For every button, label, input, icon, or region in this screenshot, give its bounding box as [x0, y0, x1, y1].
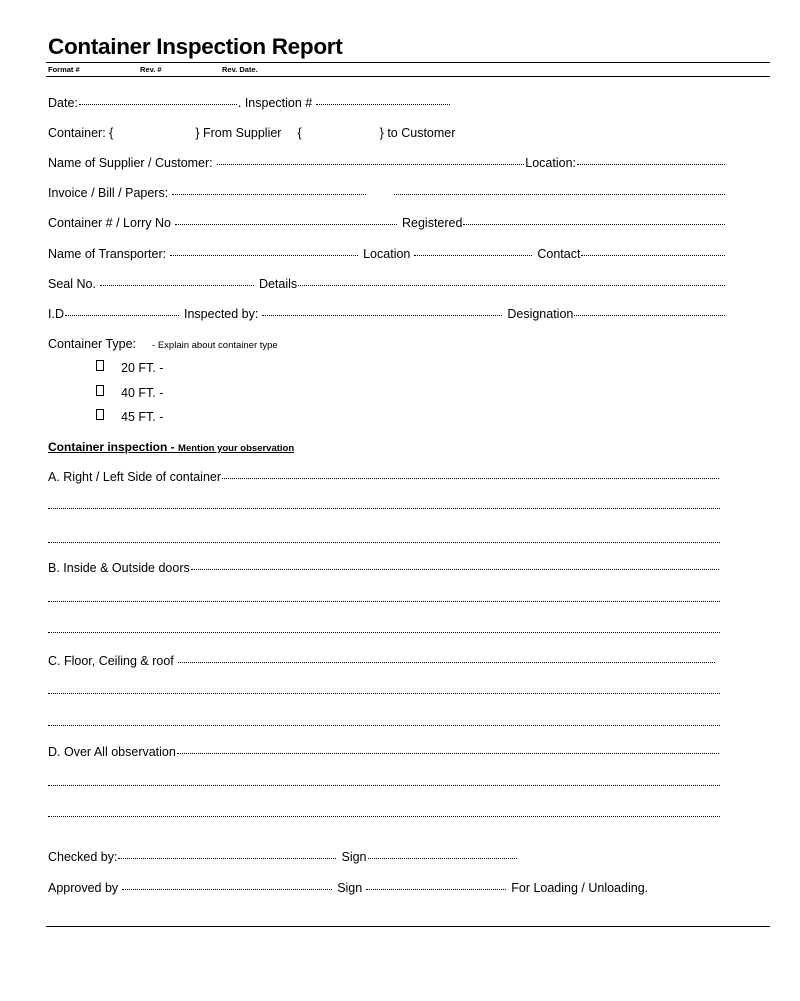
checked-by-label: Checked by: — [48, 850, 118, 864]
section-c-line-2[interactable] — [48, 725, 720, 726]
contact-label: Contact — [537, 247, 581, 261]
invoice-row — [48, 186, 726, 200]
inspected-by-label: Inspected by: — [183, 307, 259, 321]
size-20ft-checkbox[interactable] — [96, 360, 104, 371]
page-title: Container Inspection Report — [48, 34, 343, 59]
section-a-row — [48, 470, 720, 484]
section-d-field[interactable] — [177, 753, 719, 754]
section-d-row — [48, 745, 720, 759]
loading-label: For Loading / Unloading. — [511, 881, 649, 895]
section-a-label: A. Right / Left Side of container — [48, 470, 222, 484]
container-no-label: Container # / Lorry No — [48, 216, 171, 230]
sign2-label: Sign — [337, 881, 363, 895]
container-no-field[interactable] — [175, 224, 397, 225]
transporter-location-label: Location — [363, 247, 411, 261]
section-c-row — [48, 654, 716, 668]
transporter-row — [48, 247, 726, 261]
seal-label: Seal No. — [48, 277, 96, 291]
location-label: Location: — [525, 156, 576, 170]
supplier-label: Name of Supplier / Customer: — [48, 156, 213, 170]
invoice-field-2[interactable] — [394, 194, 725, 195]
size-20ft-label: 20 FT. - — [121, 361, 164, 375]
id-label: I.D — [48, 307, 64, 321]
section-b-line-2[interactable] — [48, 632, 720, 633]
section-a-line-1[interactable] — [48, 508, 720, 509]
details-label: Details — [258, 277, 298, 291]
from-supplier-label: } From Supplier — [195, 126, 282, 140]
container-type-label: Container Type: — [48, 337, 137, 351]
section-d-line-2[interactable] — [48, 816, 720, 817]
checked-by-row — [48, 850, 518, 864]
container-type-note: - Explain about container type — [152, 340, 278, 351]
seal-field[interactable] — [100, 285, 254, 286]
transporter-location-field[interactable] — [414, 255, 532, 256]
inspection-heading-note: Mention your observation — [178, 443, 295, 454]
date-row — [48, 96, 726, 110]
inspected-by-field[interactable] — [262, 315, 502, 316]
format-label: Format # — [48, 65, 80, 74]
details-field[interactable] — [298, 285, 725, 286]
footer-rule — [46, 926, 770, 927]
sign2-field[interactable] — [366, 889, 506, 890]
section-b-line-1[interactable] — [48, 601, 720, 602]
section-b-label: B. Inside & Outside doors — [48, 561, 190, 575]
checked-by-field[interactable] — [118, 858, 336, 859]
inspection-heading-text: Container inspection - — [48, 440, 175, 454]
date-label: Date: — [48, 96, 78, 110]
section-a-field[interactable] — [222, 478, 719, 479]
section-d-line-1[interactable] — [48, 785, 720, 786]
supplier-row — [48, 156, 726, 170]
invoice-field[interactable] — [172, 194, 366, 195]
container-type-row — [48, 337, 726, 351]
section-c-label: C. Floor, Ceiling & roof — [48, 654, 174, 668]
header-rule-bottom — [46, 76, 770, 77]
sign1-label: Sign — [341, 850, 367, 864]
date-field[interactable] — [79, 104, 237, 105]
sign1-field[interactable] — [368, 858, 517, 859]
transporter-label: Name of Transporter: — [48, 247, 167, 261]
location-field[interactable] — [577, 164, 725, 165]
size-45ft-label: 45 FT. - — [121, 410, 164, 424]
section-a-line-2[interactable] — [48, 542, 720, 543]
contact-field[interactable] — [581, 255, 725, 256]
container-label: Container: { — [48, 126, 114, 140]
size-40ft-label: 40 FT. - — [121, 386, 164, 400]
header-rule-top — [46, 62, 770, 63]
transporter-field[interactable] — [170, 255, 358, 256]
to-customer-label: } to Customer — [379, 126, 456, 140]
size-40ft-checkbox[interactable] — [96, 385, 104, 396]
section-c-field[interactable] — [178, 662, 715, 663]
container-route-row — [48, 126, 726, 140]
designation-label: Designation — [507, 307, 574, 321]
approved-by-label: Approved by — [48, 881, 119, 895]
supplier-field[interactable] — [217, 164, 525, 165]
inspection-field[interactable] — [316, 104, 450, 105]
id-field[interactable] — [65, 315, 179, 316]
designation-field[interactable] — [574, 315, 725, 316]
size-45ft-checkbox[interactable] — [96, 409, 104, 420]
inspection-label: . Inspection # — [237, 96, 313, 110]
section-c-line-1[interactable] — [48, 693, 720, 694]
approved-by-field[interactable] — [122, 889, 332, 890]
invoice-label: Invoice / Bill / Papers: — [48, 186, 169, 200]
section-b-row — [48, 561, 720, 575]
registered-label: Registered — [401, 216, 463, 230]
id-row — [48, 307, 726, 321]
inspection-heading — [48, 440, 294, 454]
section-d-label: D. Over All observation — [48, 745, 176, 759]
registered-field[interactable] — [463, 224, 725, 225]
rev-date-label: Rev. Date. — [222, 65, 258, 74]
approved-by-row — [48, 881, 678, 895]
container-no-row — [48, 216, 726, 230]
seal-row — [48, 277, 726, 291]
section-b-field[interactable] — [191, 569, 719, 570]
brace-open: { — [297, 126, 302, 140]
rev-label: Rev. # — [140, 65, 162, 74]
